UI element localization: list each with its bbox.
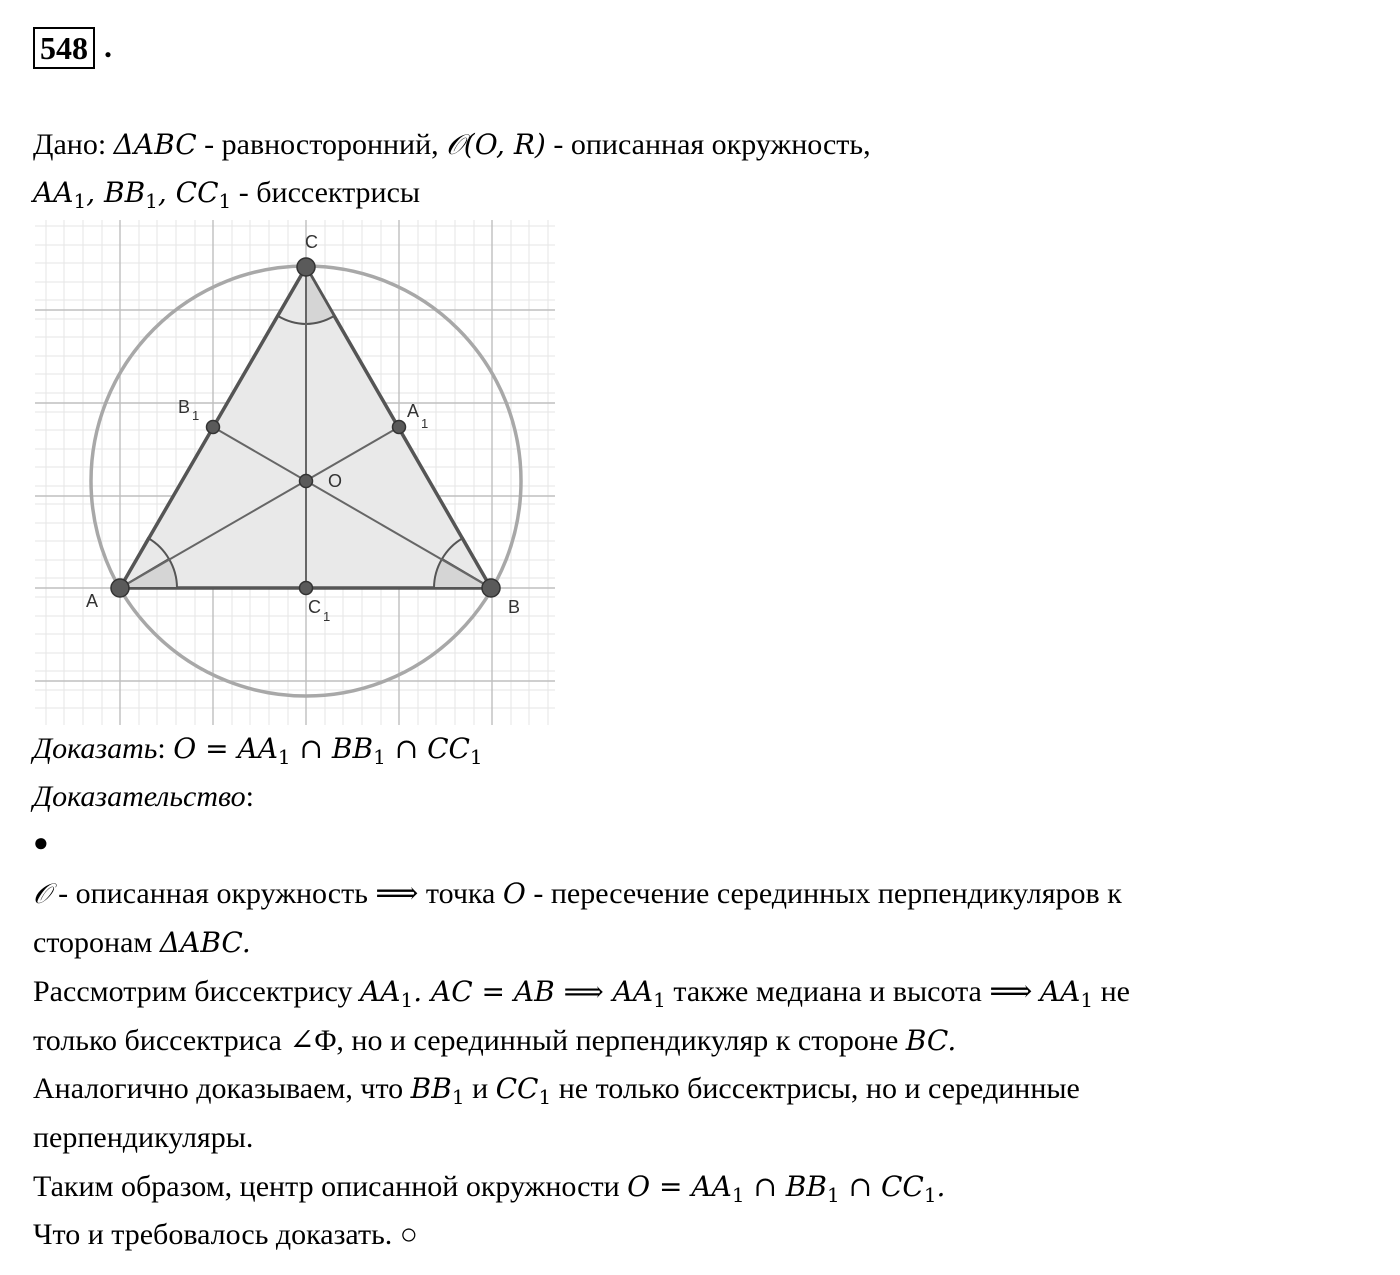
point-a1 [393, 421, 406, 434]
proof-line-5: Аналогично доказываем, что $BB_1$ и $CC_1$ не только биссектрисы, но и серединные [33, 1072, 1080, 1109]
proof-label: Доказательство: [33, 780, 254, 813]
prove-line: Доказать: $O = AA_1$ ∩ $BB_1$ ∩ $CC_1$ [33, 732, 483, 769]
label-a1-sub: 1 [421, 416, 429, 431]
point-c [297, 258, 315, 276]
bullet: ● [33, 828, 49, 857]
label-a1: A [407, 401, 420, 421]
point-b [482, 579, 500, 597]
proof-line-7: Таким образом, центр описанной окружности $O = AA_1$ ∩ $BB_1$ ∩ $CC_1$. [33, 1170, 946, 1207]
given-line-1: Дано: ΔABC - равносторонний, 𝒪(O, R) - описанная окружность, [33, 128, 871, 161]
label-c: C [305, 232, 318, 252]
point-o [300, 475, 313, 488]
point-c1 [300, 582, 313, 595]
proof-conclusion: Что и требовалось доказать. ○ [33, 1218, 418, 1251]
label-b1: B [178, 397, 191, 417]
given-line-2: $AA_1$, $BB_1$, $CC_1$ - биссектрисы [33, 176, 421, 213]
point-a [111, 579, 129, 597]
proof-line-4: только биссектриса ∠Φ, но и серединный перпендикуляр к стороне BC. [33, 1024, 957, 1057]
proof-line-6: перпендикуляры. [33, 1121, 254, 1154]
label-b1-sub: 1 [192, 408, 200, 423]
proof-line-3: Рассмотрим биссектрису $AA_1$. AC = AB ⟹ $AA_1$ также медиана и высота ⟹ $AA_1$ не [33, 975, 1130, 1012]
problem-number-dot: . [104, 28, 112, 64]
label-c1: C [308, 597, 321, 617]
point-b1 [207, 421, 220, 434]
label-c1-sub: 1 [323, 609, 331, 624]
label-a: A [86, 591, 99, 611]
proof-line-2: сторонам ΔABC. [33, 926, 251, 959]
problem-number: 548 [33, 27, 95, 69]
label-b: B [508, 597, 521, 617]
proof-line-1: 𝒪 - описанная окружность ⟹ точка O - пересечение серединных перпендикуляров к [33, 877, 1122, 910]
label-o: O [328, 471, 343, 491]
geometry-figure [35, 220, 555, 725]
